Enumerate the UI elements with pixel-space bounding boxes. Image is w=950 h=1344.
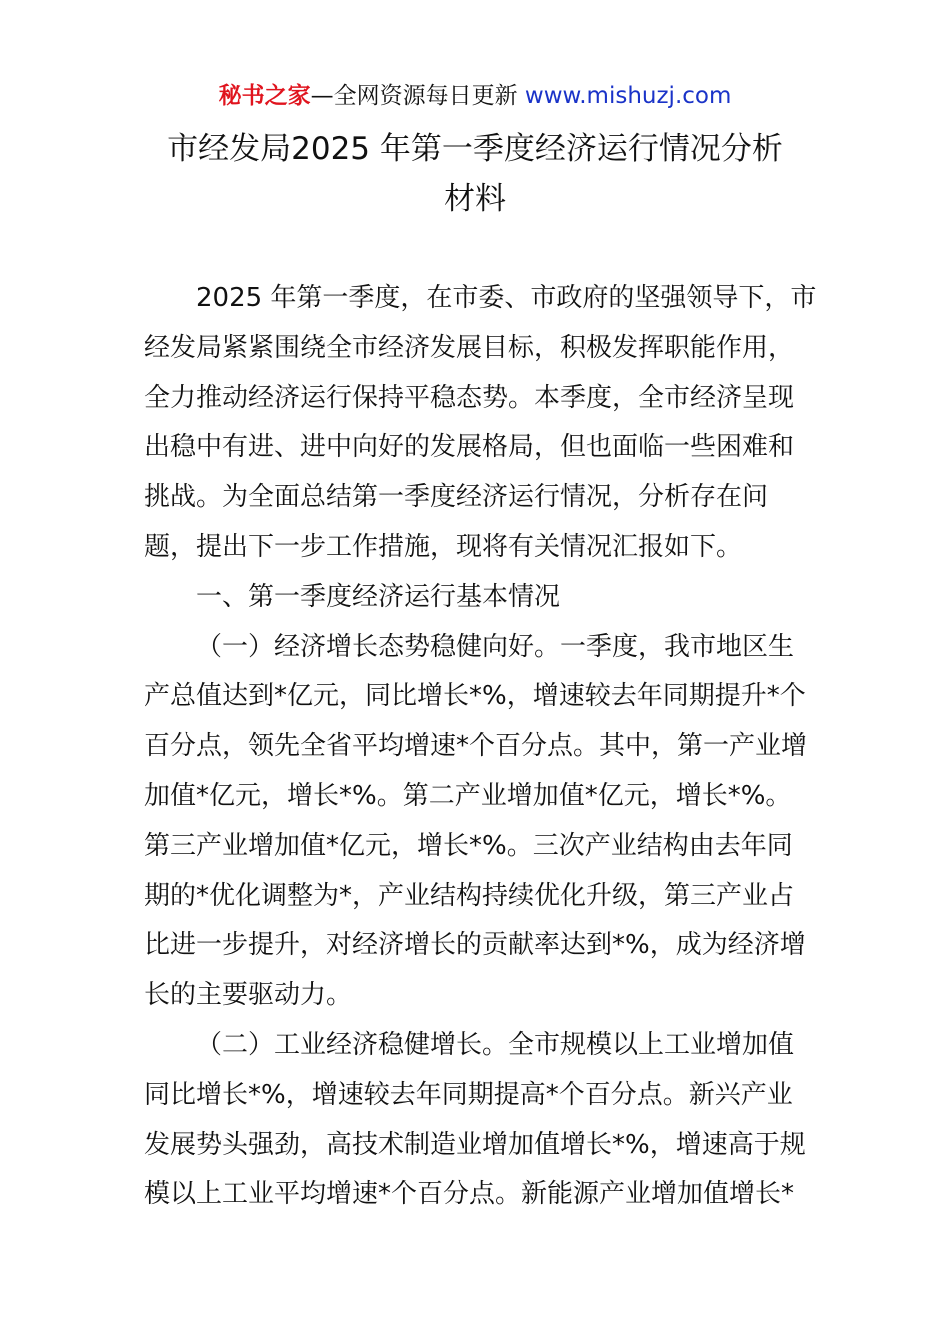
paragraph-line: 全力推动经济运行保持平稳态势。本季度，全市经济呈现 xyxy=(144,382,795,413)
site-header xyxy=(0,80,950,112)
paragraph-line: 经发局紧紧围绕全市经济发展目标，积极发挥职能作用， xyxy=(144,332,795,363)
site-slogan: —全网资源每日更新 xyxy=(310,83,525,109)
paragraph-line: 加值*亿元，增长*%。第二产业增加值*亿元，增长*%。 xyxy=(144,780,792,811)
document-body xyxy=(144,274,817,1220)
document-title xyxy=(130,124,820,224)
brand-name: 秘书之家 xyxy=(218,83,311,109)
paragraph-line: 同比增长*%，增速较去年同期提高*个百分点。新兴产业 xyxy=(144,1079,793,1110)
paragraph-line: （一）经济增长态势稳健向好。一季度，我市地区生 xyxy=(196,631,795,662)
paragraph-line: 百分点，领先全省平均增速*个百分点。其中，第一产业增 xyxy=(144,731,808,762)
paragraph-line: 长的主要驱动力。 xyxy=(144,980,353,1011)
paragraph-line: 2025 年第一季度，在市委、市政府的坚强领导下，市 xyxy=(196,283,817,313)
paragraph-line: 第三产业增加值*亿元，增长*%。三次产业结构由去年同 xyxy=(144,830,793,861)
paragraph-line: 期的*优化调整为*，产业结构持续优化升级，第三产业占 xyxy=(144,880,795,911)
paragraph-line: 产总值达到*亿元，同比增长*%，增速较去年同期提升*个 xyxy=(144,681,806,712)
paragraph-line: 出稳中有进、进中向好的发展格局，但也面临一些困难和 xyxy=(144,432,795,463)
title-line-1: 市经发局2025 年第一季度经济运行情况分析 xyxy=(167,131,783,167)
paragraph-line: 模以上工业平均增速*个百分点。新能源产业增加值增长* xyxy=(144,1179,795,1210)
paragraph-line: 发展势头强劲，高技术制造业增加值增长*%，增速高于规 xyxy=(144,1129,806,1160)
section-heading: 一、第一季度经济运行基本情况 xyxy=(196,581,561,612)
paragraph-line: 比进一步提升，对经济增长的贡献率达到*%，成为经济增 xyxy=(144,930,806,961)
site-url-link[interactable]: www.mishuzj.com xyxy=(524,83,732,109)
paragraph-line: （二）工业经济稳健增长。全市规模以上工业增加值 xyxy=(196,1029,795,1060)
title-line-2: 材料 xyxy=(444,181,506,217)
paragraph-line: 挑战。为全面总结第一季度经济运行情况，分析存在问 xyxy=(144,482,769,513)
paragraph-line: 题，提出下一步工作措施，现将有关情况汇报如下。 xyxy=(144,531,743,562)
